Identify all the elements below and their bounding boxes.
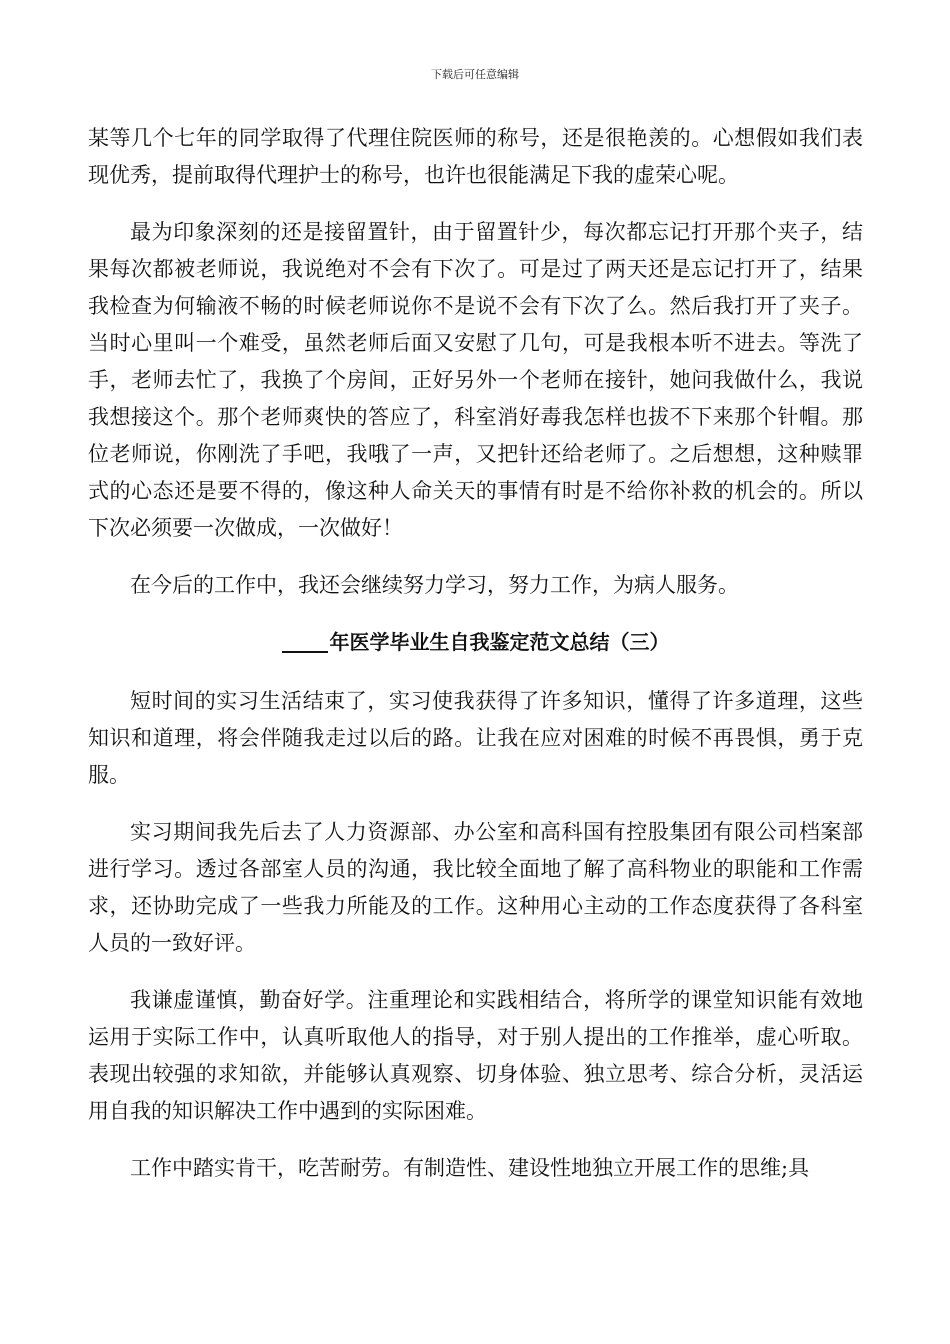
paragraph: 某等几个七年的同学取得了代理住院医师的称号，还是很艳羡的。心想假如我们表现优秀，提前取得代理护士的称号，也许也很能满足下我的虚荣心呢。 [88, 126, 863, 187]
section-heading [88, 624, 863, 661]
paragraph: 最为印象深刻的还是接留置针，由于留置针少，每次都忘记打开那个夹子，结果每次都被老师说，我说绝对不会有下次了。可是过了两天还是忘记打开了，结果我检查为何输液不畅的时候老师说你不是说不会有下次了么。然后我打开了夹子。当时心里叫一个难受，虽然老师后面又安慰了几句，可是我根本听不进去。等洗了手，老师去忙了，我换了个房间，正好另外一个老师在接针，她问我做什么，我说我想接这个。那个老师爽快的答应了，科室消好毒我怎样也拔不下来那个针帽。那位老师说，你刚洗了手吧，我哦了一声，又把针还给老师了。之后想想，这种赎罪式的心态还是要不得的，像这种人命关天的事情有时是不给你补救的机会的。所以下次必须要一次做成，一次做好！ [88, 220, 863, 540]
paragraph: 在今后的工作中，我还会继续努力学习，努力工作，为病人服务。 [130, 573, 739, 597]
paragraph: 实习期间我先后去了人力资源部、办公室和高科国有控股集团有限公司档案部进行学习。透过各部室人员的沟通，我比较全面地了解了高科物业的职能和工作需求，还协助完成了一些我力所能及的工作。这种用心主动的工作态度获得了各科室人员的一致好评。 [88, 820, 863, 955]
paragraph: 我谦虚谨慎，勤奋好学。注重理论和实践相结合，将所学的课堂知识能有效地运用于实际工作中，认真听取他人的指导，对于别人提出的工作推举，虚心听取。表现出较强的求知欲，并能够认真观察、切身体验、独立思考、综合分析，灵活运用自我的知识解决工作中遇到的实际困难。 [88, 988, 863, 1123]
year-blank [282, 629, 328, 653]
section-heading-text: 年医学毕业生自我鉴定范文总结（三） [329, 630, 670, 654]
document-body [88, 120, 863, 1207]
page-header: 下载后可任意编辑 [431, 68, 519, 81]
paragraph: 工作中踏实肯干，吃苦耐劳。有制造性、建设性地独立开展工作的思维;具 [130, 1156, 810, 1180]
paragraph: 短时间的实习生活结束了，实习使我获得了许多知识，懂得了许多道理，这些知识和道理，将会伴随我走过以后的路。让我在应对困难的时候不再畏惧，勇于克服。 [88, 689, 863, 787]
